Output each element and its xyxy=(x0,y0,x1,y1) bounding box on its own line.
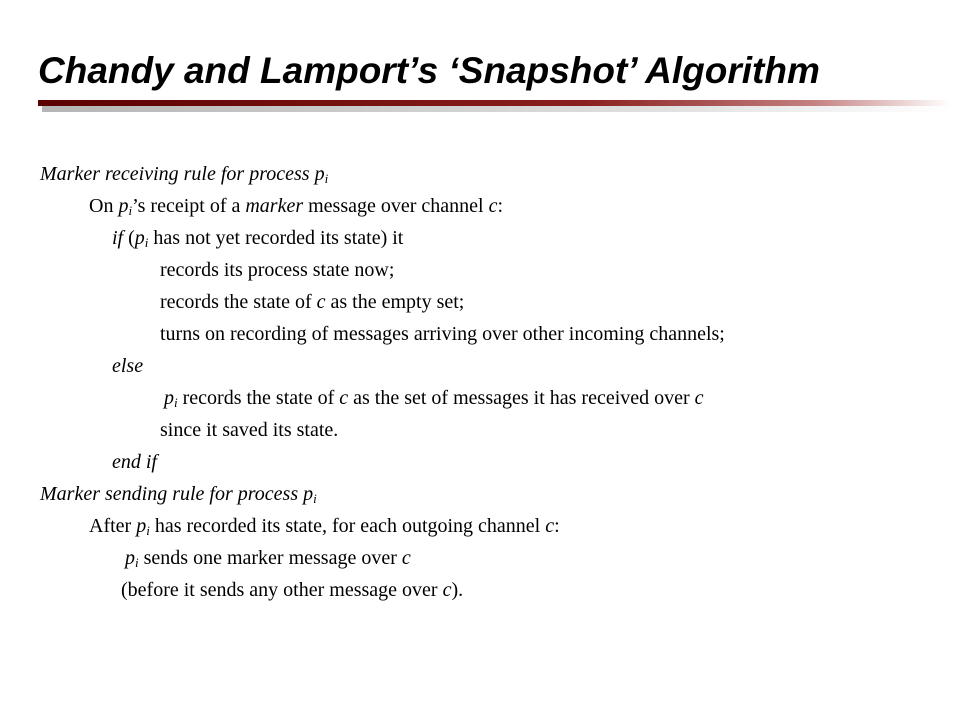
title-underline-shadow xyxy=(42,106,950,112)
before-other-message-line: (before it sends any other message over c). xyxy=(121,579,464,601)
if-not-recorded-line: if ($p_i$ has not yet recorded its state) it xyxy=(112,227,404,250)
slide-title: Chandy and Lamport’s ‘Snapshot’ Algorithm xyxy=(38,50,820,91)
end-if-keyword: end if xyxy=(112,451,157,473)
record-empty-channel-line: records the state of c as the empty set; xyxy=(160,291,465,313)
heading-marker-receiving-rule: Marker receiving rule for process $p_i$ xyxy=(40,163,329,186)
record-process-state-line: records its process state now; xyxy=(160,259,395,281)
else-keyword: else xyxy=(112,355,144,377)
turn-on-recording-line: turns on recording of messages arriving over other incoming channels; xyxy=(160,323,725,345)
since-saved-state-line: since it saved its state. xyxy=(160,419,339,441)
send-marker-line: $p_i$ sends one marker message over c xyxy=(125,547,411,570)
record-channel-messages-line: $p_i$ records the state of c as the set of messages it has received over c xyxy=(164,387,704,410)
after-recorded-line: After $p_i$ has recorded its state, for each outgoing channel c: xyxy=(89,515,560,538)
heading-marker-sending-rule: Marker sending rule for process $p_i$ xyxy=(40,483,317,506)
receipt-condition-line: On $p_i’s$ receipt of a marker message over channel c: xyxy=(89,195,504,218)
